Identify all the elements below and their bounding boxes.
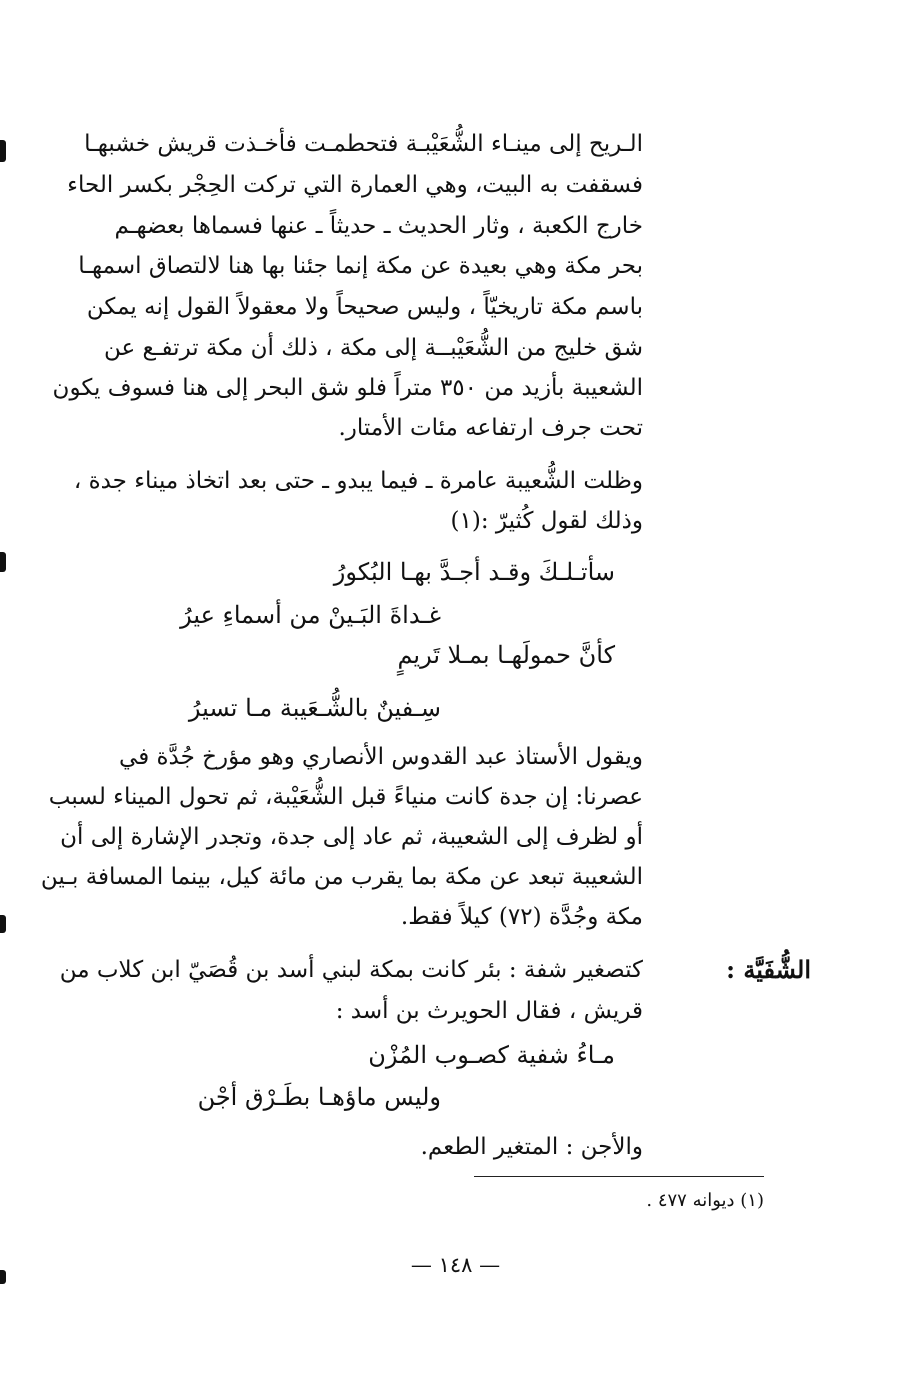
page-number: — ١٤٨ — (410, 1253, 501, 1277)
text-line: والأجن : المتغير الطعم. (420, 1134, 643, 1160)
text-line: كتصغير شفة : بئر كانت بمكة لبني أسد بن قُصَيّ ابن كلاب من (59, 957, 643, 983)
entry-headword: الشُّفَيَّة : (726, 955, 811, 984)
text-line: الشعيبة تبعد عن مكة بما يقرب من مائة كيل، بينما المسافة بـين (40, 864, 643, 890)
text-line: باسم مكة تاريخيّاً ، وليس صحيحاً ولا معقولاً القول إنه يمكن (86, 294, 643, 320)
scan-edge-mark (0, 915, 6, 933)
text-line: بحر مكة وهي بعيدة عن مكة إنما جئنا بها هنا لالتصاق اسمهـا (78, 253, 643, 279)
text-line: عصرنا: إن جدة كانت منياءً قبل الشُّعَيْبة، ثم تحول الميناء لسبب (48, 784, 643, 810)
text-line: الـريح إلى مينـاء الشُّعَيْبـة فتحطمـت فأخـذت قريش خشبهـا (84, 131, 643, 157)
verse-line: سأتـلـكَ وقـد أجـدَّ بهـا البُكورُ (333, 558, 615, 586)
text-line: فسقفت به البيت، وهي العمارة التي تركت الحِجْر بكسر الحاء (67, 172, 643, 198)
verse-line: وليس ماؤهـا بطَـرْق أجْن (197, 1083, 441, 1111)
verse-line: غـداةَ البَـينْ من أسماءِ عيرُ (180, 601, 441, 629)
footnote: (١) ديوانه ٤٧٧ . (646, 1190, 764, 1211)
verse-line: كأنَّ حمولَهـا بمـلا تَريمٍ (397, 641, 615, 669)
verse-line: سِـفينٌ بالشُّـعَيبة مـا تسيرُ (188, 694, 441, 722)
verse-line: مـاءُ شفية كصـوب المُزْن (368, 1041, 615, 1069)
text-line: شق خليج من الشُّعَيْبــة إلى مكة ، ذلك أن مكة ترتفـع عن (104, 335, 643, 361)
text-line: ويقول الأستاذ عبد القدوس الأنصاري وهو مؤرخ جُدَّة في (119, 744, 643, 770)
text-line: الشعيبة بأزيد من ٣٥٠ متراً فلو شق البحر إلى هنا فسوف يكون (52, 375, 643, 401)
scan-edge-mark (0, 552, 6, 572)
text-line: وذلك لقول كُثيرّ :(١) (450, 508, 643, 534)
footnote-divider (474, 1176, 764, 1177)
text-line: أو لظرف إلى الشعيبة، ثم عاد إلى جدة، وتجدر الإشارة إلى أن (60, 824, 643, 850)
text-line: وظلت الشُّعيبة عامرة ـ فيما يبدو ـ حتى بعد اتخاذ ميناء جدة ، (73, 468, 643, 494)
text-line: تحت جرف ارتفاعه مئات الأمتار. (338, 415, 643, 441)
text-line: خارج الكعبة ، وثار الحديث ـ حديثاً ـ عنها فسماها بعضهـم (114, 213, 643, 239)
text-line: قريش ، فقال الحويرث بن أسد : (335, 998, 643, 1024)
text-line: مكة وجُدَّة (٧٢) كيلاً فقط. (400, 904, 643, 930)
scan-edge-mark (0, 140, 6, 162)
